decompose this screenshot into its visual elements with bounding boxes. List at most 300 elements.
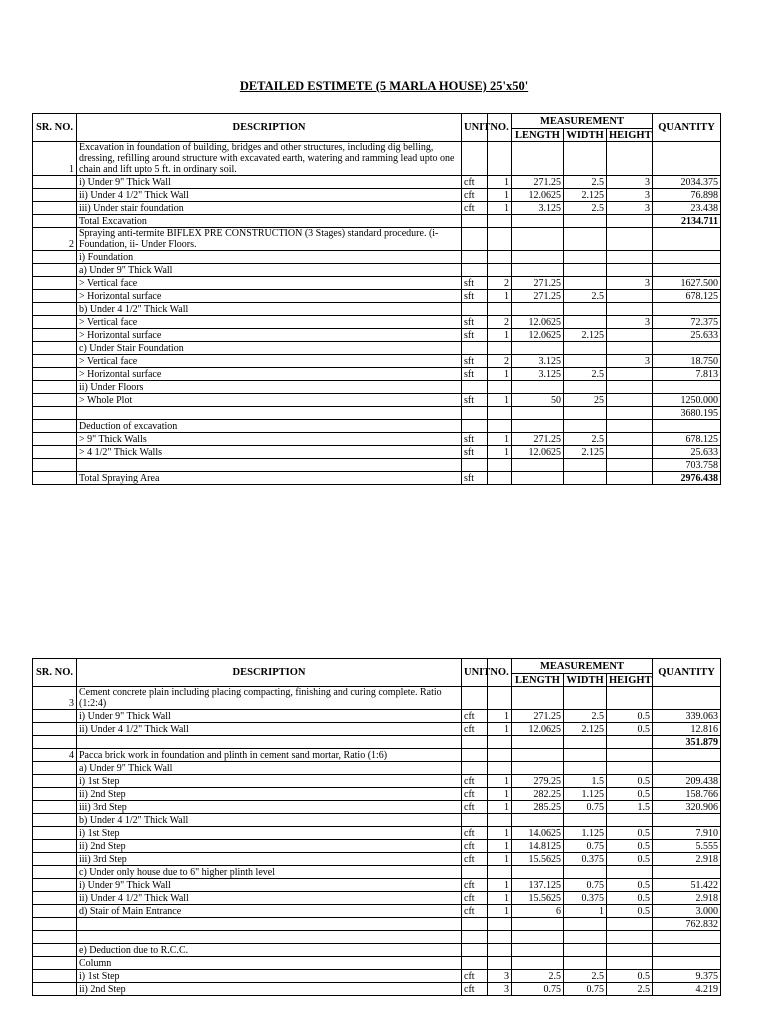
unit-cell: cft bbox=[462, 879, 488, 892]
no-cell bbox=[488, 251, 512, 264]
height-cell bbox=[607, 381, 653, 394]
description-cell: e) Deduction due to R.C.C. bbox=[77, 944, 462, 957]
no-cell: 1 bbox=[488, 827, 512, 840]
description-cell: ii) 2nd Step bbox=[77, 983, 462, 996]
width-cell: 0.75 bbox=[564, 840, 607, 853]
unit-cell: sft bbox=[462, 355, 488, 368]
table-row bbox=[33, 762, 721, 775]
length-cell bbox=[512, 749, 564, 762]
description-cell: ii) Under 4 1/2" Thick Wall bbox=[77, 189, 462, 202]
width-cell bbox=[564, 215, 607, 228]
unit-cell: cft bbox=[462, 710, 488, 723]
unit-cell bbox=[462, 228, 488, 251]
quantity-cell: 320.906 bbox=[653, 801, 721, 814]
table-row bbox=[33, 957, 721, 970]
width-cell: 2.5 bbox=[564, 710, 607, 723]
header-unit: UNIT bbox=[462, 659, 488, 687]
sr-no-cell bbox=[33, 905, 77, 918]
quantity-cell: 2976.438 bbox=[653, 472, 721, 485]
unit-cell: sft bbox=[462, 446, 488, 459]
table-row bbox=[33, 892, 721, 905]
quantity-cell: 678.125 bbox=[653, 433, 721, 446]
width-cell bbox=[564, 277, 607, 290]
length-cell bbox=[512, 472, 564, 485]
quantity-cell: 25.633 bbox=[653, 446, 721, 459]
length-cell: 12.0625 bbox=[512, 723, 564, 736]
length-cell: 2.5 bbox=[512, 970, 564, 983]
unit-cell: cft bbox=[462, 905, 488, 918]
table-row bbox=[33, 381, 721, 394]
unit-cell bbox=[462, 944, 488, 957]
height-cell bbox=[607, 918, 653, 931]
table-row bbox=[33, 983, 721, 996]
no-cell: 1 bbox=[488, 202, 512, 215]
height-cell: 0.5 bbox=[607, 879, 653, 892]
length-cell: 15.5625 bbox=[512, 892, 564, 905]
table-row bbox=[33, 189, 721, 202]
unit-cell: sft bbox=[462, 329, 488, 342]
length-cell: 279.25 bbox=[512, 775, 564, 788]
table-row bbox=[33, 355, 721, 368]
length-cell bbox=[512, 762, 564, 775]
sr-no-cell bbox=[33, 736, 77, 749]
height-cell: 3 bbox=[607, 277, 653, 290]
sr-no-cell: 4 bbox=[33, 749, 77, 762]
no-cell: 1 bbox=[488, 905, 512, 918]
height-cell bbox=[607, 687, 653, 710]
description-cell: Total Excavation bbox=[77, 215, 462, 228]
length-cell bbox=[512, 251, 564, 264]
sr-no-cell: 1 bbox=[33, 142, 77, 176]
sr-no-cell bbox=[33, 879, 77, 892]
quantity-cell: 72.375 bbox=[653, 316, 721, 329]
length-cell bbox=[512, 459, 564, 472]
height-cell: 0.5 bbox=[607, 970, 653, 983]
width-cell: 25 bbox=[564, 394, 607, 407]
description-cell: Pacca brick work in foundation and plinth in cement sand mortar, Ratio (1:6) bbox=[77, 749, 462, 762]
unit-cell: cft bbox=[462, 202, 488, 215]
table-row bbox=[33, 303, 721, 316]
header-quantity: QUANTITY bbox=[653, 659, 721, 687]
description-cell: ii) 2nd Step bbox=[77, 840, 462, 853]
height-cell bbox=[607, 228, 653, 251]
quantity-cell: 351.879 bbox=[653, 736, 721, 749]
no-cell: 3 bbox=[488, 983, 512, 996]
table-row bbox=[33, 814, 721, 827]
sr-no-cell bbox=[33, 892, 77, 905]
table-row bbox=[33, 866, 721, 879]
length-cell: 0.75 bbox=[512, 983, 564, 996]
header-description: DESCRIPTION bbox=[77, 114, 462, 142]
quantity-cell: 762.832 bbox=[653, 918, 721, 931]
unit-cell: cft bbox=[462, 723, 488, 736]
quantity-cell: 23.438 bbox=[653, 202, 721, 215]
length-cell bbox=[512, 264, 564, 277]
unit-cell: sft bbox=[462, 277, 488, 290]
description-cell: i) Under 9" Thick Wall bbox=[77, 710, 462, 723]
unit-cell bbox=[462, 749, 488, 762]
unit-cell: cft bbox=[462, 775, 488, 788]
unit-cell: sft bbox=[462, 368, 488, 381]
length-cell: 6 bbox=[512, 905, 564, 918]
length-cell bbox=[512, 687, 564, 710]
sr-no-cell bbox=[33, 215, 77, 228]
unit-cell bbox=[462, 142, 488, 176]
quantity-cell bbox=[653, 931, 721, 944]
height-cell bbox=[607, 329, 653, 342]
table-row bbox=[33, 879, 721, 892]
table-row bbox=[33, 801, 721, 814]
table-row bbox=[33, 840, 721, 853]
length-cell: 14.8125 bbox=[512, 840, 564, 853]
table-row bbox=[33, 407, 721, 420]
table-row bbox=[33, 749, 721, 762]
sr-no-cell bbox=[33, 762, 77, 775]
no-cell: 1 bbox=[488, 290, 512, 303]
document-title: DETAILED ESTIMETE (5 MARLA HOUSE) 25'x50' bbox=[239, 79, 529, 93]
table-row bbox=[33, 459, 721, 472]
width-cell bbox=[564, 866, 607, 879]
table-row bbox=[33, 853, 721, 866]
sr-no-cell bbox=[33, 970, 77, 983]
unit-cell: cft bbox=[462, 176, 488, 189]
height-cell bbox=[607, 814, 653, 827]
length-cell bbox=[512, 944, 564, 957]
quantity-cell: 678.125 bbox=[653, 290, 721, 303]
description-cell bbox=[77, 931, 462, 944]
width-cell: 0.375 bbox=[564, 853, 607, 866]
length-cell: 3.125 bbox=[512, 368, 564, 381]
width-cell: 0.75 bbox=[564, 801, 607, 814]
unit-cell bbox=[462, 957, 488, 970]
unit-cell bbox=[462, 251, 488, 264]
no-cell bbox=[488, 142, 512, 176]
description-cell: b) Under 4 1/2" Thick Wall bbox=[77, 303, 462, 316]
width-cell: 2.5 bbox=[564, 368, 607, 381]
unit-cell bbox=[462, 303, 488, 316]
length-cell: 12.0625 bbox=[512, 189, 564, 202]
unit-cell bbox=[462, 866, 488, 879]
unit-cell bbox=[462, 264, 488, 277]
header-height: HEIGHT bbox=[607, 129, 653, 142]
width-cell bbox=[564, 420, 607, 433]
quantity-cell: 7.910 bbox=[653, 827, 721, 840]
no-cell: 1 bbox=[488, 723, 512, 736]
description-cell: a) Under 9" Thick Wall bbox=[77, 264, 462, 277]
length-cell: 3.125 bbox=[512, 202, 564, 215]
description-cell: > 4 1/2" Thick Walls bbox=[77, 446, 462, 459]
no-cell bbox=[488, 407, 512, 420]
no-cell bbox=[488, 215, 512, 228]
description-cell: > Vertical face bbox=[77, 277, 462, 290]
length-cell bbox=[512, 931, 564, 944]
no-cell: 1 bbox=[488, 788, 512, 801]
unit-cell bbox=[462, 381, 488, 394]
quantity-cell: 5.555 bbox=[653, 840, 721, 853]
height-cell: 0.5 bbox=[607, 710, 653, 723]
sr-no-cell bbox=[33, 723, 77, 736]
height-cell bbox=[607, 459, 653, 472]
table-row bbox=[33, 277, 721, 290]
length-cell: 14.0625 bbox=[512, 827, 564, 840]
width-cell: 2.5 bbox=[564, 970, 607, 983]
quantity-cell bbox=[653, 251, 721, 264]
length-cell: 3.125 bbox=[512, 355, 564, 368]
quantity-cell bbox=[653, 228, 721, 251]
width-cell bbox=[564, 407, 607, 420]
width-cell bbox=[564, 459, 607, 472]
table-row bbox=[33, 931, 721, 944]
no-cell bbox=[488, 687, 512, 710]
quantity-cell bbox=[653, 303, 721, 316]
header-length: LENGTH bbox=[512, 129, 564, 142]
quantity-cell: 7.813 bbox=[653, 368, 721, 381]
unit-cell bbox=[462, 762, 488, 775]
no-cell: 1 bbox=[488, 840, 512, 853]
height-cell bbox=[607, 303, 653, 316]
unit-cell bbox=[462, 918, 488, 931]
table-row bbox=[33, 394, 721, 407]
height-cell bbox=[607, 290, 653, 303]
unit-cell: cft bbox=[462, 970, 488, 983]
width-cell: 2.5 bbox=[564, 290, 607, 303]
sr-no-cell bbox=[33, 407, 77, 420]
height-cell: 0.5 bbox=[607, 905, 653, 918]
width-cell bbox=[564, 355, 607, 368]
width-cell bbox=[564, 472, 607, 485]
length-cell: 271.25 bbox=[512, 176, 564, 189]
sr-no-cell bbox=[33, 176, 77, 189]
table-row bbox=[33, 723, 721, 736]
height-cell: 0.5 bbox=[607, 892, 653, 905]
quantity-cell: 703.758 bbox=[653, 459, 721, 472]
width-cell bbox=[564, 142, 607, 176]
height-cell: 0.5 bbox=[607, 723, 653, 736]
table-row bbox=[33, 176, 721, 189]
table-row bbox=[33, 472, 721, 485]
table-row bbox=[33, 944, 721, 957]
description-cell: a) Under 9" Thick Wall bbox=[77, 762, 462, 775]
width-cell bbox=[564, 918, 607, 931]
sr-no-cell bbox=[33, 472, 77, 485]
height-cell: 0.5 bbox=[607, 827, 653, 840]
no-cell: 2 bbox=[488, 355, 512, 368]
width-cell: 2.125 bbox=[564, 446, 607, 459]
width-cell bbox=[564, 814, 607, 827]
quantity-cell bbox=[653, 142, 721, 176]
quantity-cell bbox=[653, 866, 721, 879]
width-cell bbox=[564, 251, 607, 264]
no-cell: 2 bbox=[488, 316, 512, 329]
quantity-cell: 2034.375 bbox=[653, 176, 721, 189]
length-cell: 271.25 bbox=[512, 277, 564, 290]
length-cell: 15.5625 bbox=[512, 853, 564, 866]
description-cell: i) 1st Step bbox=[77, 775, 462, 788]
table-row bbox=[33, 228, 721, 251]
width-cell: 2.5 bbox=[564, 433, 607, 446]
height-cell: 0.5 bbox=[607, 853, 653, 866]
sr-no-cell: 3 bbox=[33, 687, 77, 710]
unit-cell: cft bbox=[462, 840, 488, 853]
no-cell: 1 bbox=[488, 433, 512, 446]
description-cell: iii) 3rd Step bbox=[77, 853, 462, 866]
no-cell: 1 bbox=[488, 710, 512, 723]
description-cell: Excavation in foundation of building, bridges and other structures, including dig belling, dressing, refilling around structure with excavated earth, watering and ramming lead upto one chain and lift upto 5 ft. in ordinary soil. bbox=[77, 142, 462, 176]
description-cell: > Vertical face bbox=[77, 316, 462, 329]
description-cell: ii) Under Floors bbox=[77, 381, 462, 394]
height-cell: 0.5 bbox=[607, 775, 653, 788]
length-cell: 271.25 bbox=[512, 433, 564, 446]
description-cell: i) 1st Step bbox=[77, 970, 462, 983]
description-cell: i) Foundation bbox=[77, 251, 462, 264]
sr-no-cell bbox=[33, 264, 77, 277]
quantity-cell bbox=[653, 957, 721, 970]
header-unit: UNIT bbox=[462, 114, 488, 142]
no-cell bbox=[488, 342, 512, 355]
no-cell bbox=[488, 957, 512, 970]
length-cell bbox=[512, 381, 564, 394]
unit-cell: sft bbox=[462, 433, 488, 446]
height-cell bbox=[607, 944, 653, 957]
unit-cell bbox=[462, 420, 488, 433]
no-cell bbox=[488, 814, 512, 827]
table-row bbox=[33, 202, 721, 215]
height-cell bbox=[607, 142, 653, 176]
quantity-cell: 209.438 bbox=[653, 775, 721, 788]
unit-cell: cft bbox=[462, 801, 488, 814]
description-cell: ii) 2nd Step bbox=[77, 788, 462, 801]
header-width: WIDTH bbox=[564, 674, 607, 687]
description-cell: Total Spraying Area bbox=[77, 472, 462, 485]
unit-cell: sft bbox=[462, 290, 488, 303]
description-cell: ii) Under 4 1/2" Thick Wall bbox=[77, 892, 462, 905]
table-row bbox=[33, 316, 721, 329]
no-cell bbox=[488, 472, 512, 485]
quantity-cell bbox=[653, 749, 721, 762]
header-description: DESCRIPTION bbox=[77, 659, 462, 687]
height-cell bbox=[607, 472, 653, 485]
description-cell bbox=[77, 407, 462, 420]
height-cell bbox=[607, 264, 653, 277]
height-cell bbox=[607, 866, 653, 879]
quantity-cell: 339.063 bbox=[653, 710, 721, 723]
quantity-cell bbox=[653, 420, 721, 433]
height-cell: 3 bbox=[607, 176, 653, 189]
description-cell: i) Under 9" Thick Wall bbox=[77, 879, 462, 892]
description-cell: > 9" Thick Walls bbox=[77, 433, 462, 446]
quantity-cell: 25.633 bbox=[653, 329, 721, 342]
quantity-cell: 158.766 bbox=[653, 788, 721, 801]
header-width: WIDTH bbox=[564, 129, 607, 142]
length-cell: 12.0625 bbox=[512, 329, 564, 342]
unit-cell bbox=[462, 342, 488, 355]
unit-cell: cft bbox=[462, 983, 488, 996]
table-row bbox=[33, 420, 721, 433]
length-cell bbox=[512, 866, 564, 879]
quantity-cell: 51.422 bbox=[653, 879, 721, 892]
length-cell bbox=[512, 918, 564, 931]
table-row bbox=[33, 368, 721, 381]
height-cell: 3 bbox=[607, 355, 653, 368]
width-cell bbox=[564, 931, 607, 944]
sr-no-cell bbox=[33, 801, 77, 814]
height-cell: 1.5 bbox=[607, 801, 653, 814]
no-cell: 1 bbox=[488, 892, 512, 905]
unit-cell: sft bbox=[462, 394, 488, 407]
description-cell: ii) Under 4 1/2" Thick Wall bbox=[77, 723, 462, 736]
table-row bbox=[33, 710, 721, 723]
quantity-cell: 4.219 bbox=[653, 983, 721, 996]
description-cell: i) 1st Step bbox=[77, 827, 462, 840]
header-measurement: MEASUREMENT bbox=[512, 114, 653, 129]
table-row bbox=[33, 342, 721, 355]
no-cell bbox=[488, 264, 512, 277]
no-cell: 1 bbox=[488, 189, 512, 202]
quantity-cell bbox=[653, 944, 721, 957]
unit-cell: sft bbox=[462, 316, 488, 329]
unit-cell: cft bbox=[462, 853, 488, 866]
height-cell bbox=[607, 342, 653, 355]
no-cell bbox=[488, 303, 512, 316]
unit-cell bbox=[462, 687, 488, 710]
quantity-cell bbox=[653, 264, 721, 277]
height-cell bbox=[607, 368, 653, 381]
length-cell bbox=[512, 303, 564, 316]
height-cell bbox=[607, 251, 653, 264]
width-cell bbox=[564, 957, 607, 970]
width-cell bbox=[564, 687, 607, 710]
no-cell: 1 bbox=[488, 368, 512, 381]
description-cell: > Horizontal surface bbox=[77, 290, 462, 303]
quantity-cell: 76.898 bbox=[653, 189, 721, 202]
sr-no-cell bbox=[33, 918, 77, 931]
table-row bbox=[33, 687, 721, 710]
length-cell bbox=[512, 407, 564, 420]
description-cell: i) Under 9" Thick Wall bbox=[77, 176, 462, 189]
sr-no-cell bbox=[33, 355, 77, 368]
unit-cell bbox=[462, 814, 488, 827]
estimate-table-1 bbox=[32, 113, 721, 485]
quantity-cell: 2134.711 bbox=[653, 215, 721, 228]
width-cell bbox=[564, 228, 607, 251]
width-cell bbox=[564, 944, 607, 957]
sr-no-cell bbox=[33, 368, 77, 381]
height-cell bbox=[607, 420, 653, 433]
description-cell: b) Under 4 1/2" Thick Wall bbox=[77, 814, 462, 827]
height-cell bbox=[607, 215, 653, 228]
length-cell bbox=[512, 342, 564, 355]
description-cell bbox=[77, 459, 462, 472]
quantity-cell: 1627.500 bbox=[653, 277, 721, 290]
height-cell bbox=[607, 931, 653, 944]
width-cell: 2.125 bbox=[564, 723, 607, 736]
length-cell: 12.0625 bbox=[512, 316, 564, 329]
sr-no-cell: 2 bbox=[33, 228, 77, 251]
quantity-cell bbox=[653, 814, 721, 827]
no-cell bbox=[488, 866, 512, 879]
quantity-cell: 3680.195 bbox=[653, 407, 721, 420]
description-cell: Deduction of excavation bbox=[77, 420, 462, 433]
width-cell: 1.125 bbox=[564, 827, 607, 840]
sr-no-cell bbox=[33, 840, 77, 853]
table-row bbox=[33, 215, 721, 228]
sr-no-cell bbox=[33, 189, 77, 202]
sr-no-cell bbox=[33, 957, 77, 970]
width-cell bbox=[564, 736, 607, 749]
no-cell bbox=[488, 420, 512, 433]
description-cell: > Horizontal surface bbox=[77, 368, 462, 381]
height-cell bbox=[607, 736, 653, 749]
